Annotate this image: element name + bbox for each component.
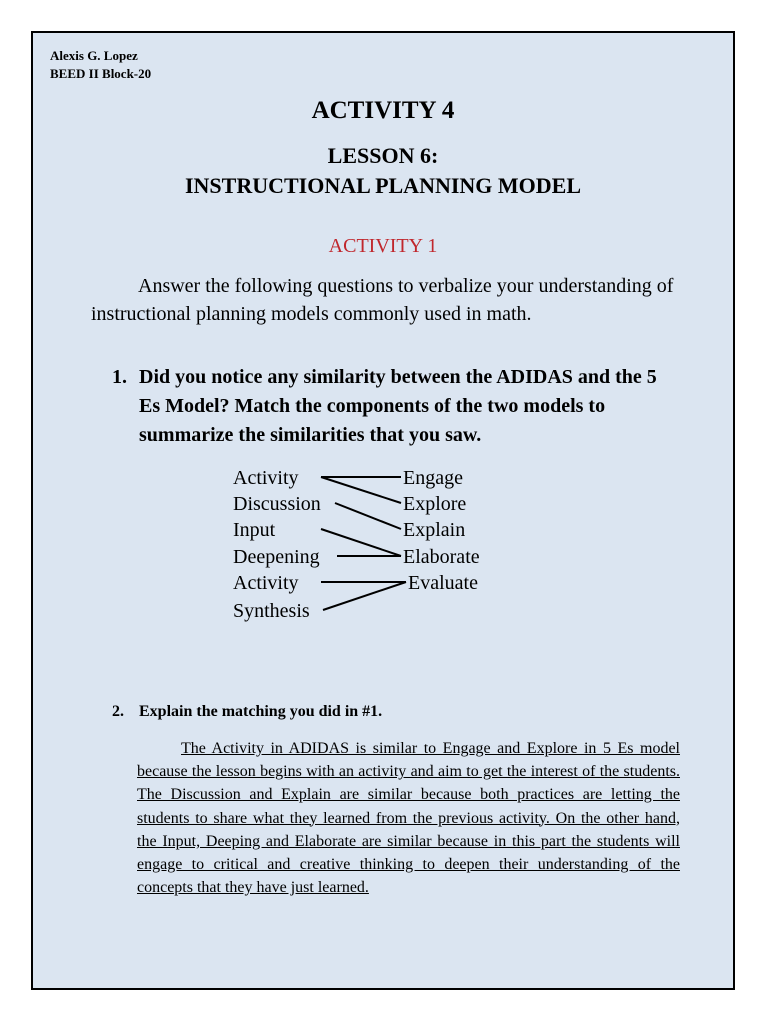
question-2-number: 2. [112, 703, 124, 720]
left-item: Activity [233, 467, 299, 489]
left-item: Activity [233, 572, 299, 594]
match-line [335, 503, 401, 529]
left-item: Synthesis [233, 600, 310, 622]
intro-text: Answer the following questions to verbalize your understanding of instructional planning models commonly used in math. [91, 275, 674, 325]
author-name: Alexis G. Lopez [50, 48, 138, 63]
left-item: Discussion [233, 493, 321, 515]
question-1 [112, 363, 682, 450]
answer-paragraph [137, 737, 680, 899]
lesson-number: LESSON 6: [327, 143, 439, 168]
intro-paragraph [91, 272, 683, 328]
right-item: Explain [403, 519, 466, 541]
question-2 [112, 703, 682, 721]
question-1-number: 1. [112, 366, 127, 388]
document-page [31, 31, 735, 990]
lesson-heading [33, 141, 733, 201]
author-section: BEED II Block-20 [50, 66, 152, 81]
match-line [323, 582, 406, 610]
left-item: Deepening [233, 546, 320, 568]
question-2-text: Explain the matching you did in #1. [139, 703, 383, 720]
lesson-title: INSTRUCTIONAL PLANNING MODEL [184, 173, 582, 198]
right-item: Explore [403, 493, 467, 515]
right-item: Elaborate [403, 546, 480, 568]
activity-subheading: ACTIVITY 1 [328, 235, 438, 257]
answer-text: The Activity in ADIDAS is similar to Engage and Explore in 5 Es model because the lesson begins with an activity and aim to get the interest of the students. The Discussion and Explain are similar because both practices are letting the students to share what they learned from the previous activity. On the other hand, the Input, Deeping and Elaborate are similar because in this part the students will engage to critical and creative thinking to deepen their understanding of the concepts that they have just learned. [137, 740, 680, 897]
author-block [50, 47, 151, 83]
match-line [321, 477, 401, 503]
right-item: Engage [403, 467, 463, 489]
page-title: ACTIVITY 4 [311, 97, 455, 124]
left-item: Input [233, 519, 276, 541]
question-1-text: Did you notice any similarity between the ADIDAS and the 5 Es Model? Match the components of the two models to summarize the similarities that you saw. [139, 366, 657, 446]
right-item: Evaluate [408, 572, 478, 594]
match-line [321, 529, 401, 556]
